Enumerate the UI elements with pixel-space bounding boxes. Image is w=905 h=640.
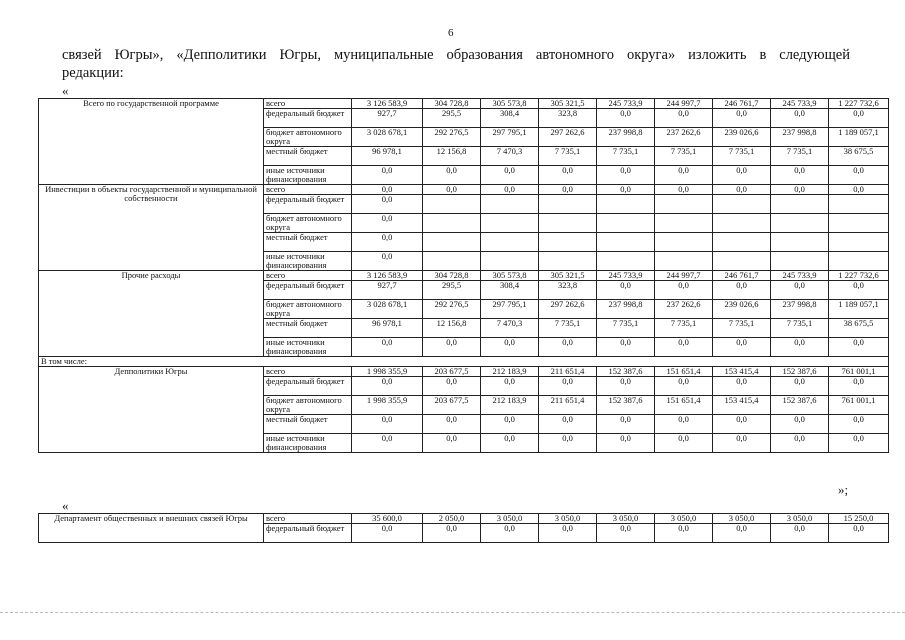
value-cell: 0,0 [655,434,713,453]
value-cell: 297 795,1 [481,300,539,319]
value-cell: 0,0 [655,166,713,185]
value-cell: 0,0 [713,434,771,453]
value-cell [771,233,829,252]
value-cell: 305 573,8 [481,99,539,109]
value-cell: 3 126 583,9 [352,99,423,109]
value-cell: 0,0 [829,185,889,195]
funding-source-cell: местный бюджет [264,147,352,166]
value-cell: 297 795,1 [481,128,539,147]
value-cell: 0,0 [713,524,771,543]
value-cell: 152 387,6 [597,396,655,415]
value-cell: 0,0 [655,524,713,543]
value-cell: 246 761,7 [713,99,771,109]
value-cell: 152 387,6 [771,367,829,377]
value-cell: 96 978,1 [352,319,423,338]
value-cell: 153 415,4 [713,396,771,415]
value-cell: 0,0 [597,281,655,300]
value-cell: 211 651,4 [539,396,597,415]
caption-row [39,357,889,367]
value-cell: 0,0 [771,434,829,453]
value-cell: 0,0 [713,109,771,128]
value-cell: 0,0 [829,338,889,357]
value-cell: 7 735,1 [713,147,771,166]
value-cell: 927,7 [352,281,423,300]
value-cell: 297 262,6 [539,128,597,147]
value-cell: 927,7 [352,109,423,128]
value-cell: 0,0 [771,185,829,195]
closing-quote: »; [838,482,849,497]
funding-source-cell: федеральный бюджет [264,109,352,128]
value-cell [423,252,481,271]
value-cell [597,195,655,214]
value-cell: 0,0 [539,166,597,185]
value-cell: 0,0 [539,185,597,195]
program-name-cell: Прочие расходы [39,271,264,357]
value-cell: 3 028 678,1 [352,128,423,147]
caption-cell: В том числе: [39,357,889,367]
value-cell [539,252,597,271]
value-cell: 151 651,4 [655,367,713,377]
value-cell: 12 156,8 [423,147,481,166]
value-cell: 244 997,7 [655,271,713,281]
value-cell [423,214,481,233]
value-cell: 0,0 [481,524,539,543]
value-cell: 0,0 [539,434,597,453]
funding-source-cell: всего [264,367,352,377]
funding-source-cell: федеральный бюджет [264,377,352,396]
value-cell: 0,0 [829,109,889,128]
value-cell: 3 028 678,1 [352,300,423,319]
value-cell: 0,0 [597,415,655,434]
value-cell: 0,0 [481,434,539,453]
value-cell: 0,0 [597,338,655,357]
value-cell: 295,5 [423,109,481,128]
value-cell: 761 001,1 [829,396,889,415]
funding-source-cell: федеральный бюджет [264,281,352,300]
value-cell: 0,0 [829,434,889,453]
value-cell: 7 735,1 [713,319,771,338]
budget-table [38,98,889,453]
value-cell [713,233,771,252]
funding-source-cell: всего [264,99,352,109]
value-cell: 0,0 [352,214,423,233]
value-cell: 0,0 [771,166,829,185]
value-cell [713,214,771,233]
value-cell: 0,0 [771,281,829,300]
value-cell: 0,0 [829,281,889,300]
value-cell: 3 050,0 [481,514,539,524]
value-cell: 292 276,5 [423,128,481,147]
value-cell: 0,0 [713,281,771,300]
value-cell: 0,0 [352,166,423,185]
funding-source-cell: федеральный бюджет [264,195,352,214]
value-cell: 212 183,9 [481,396,539,415]
value-cell: 0,0 [771,338,829,357]
value-cell: 7 735,1 [597,147,655,166]
funding-source-cell: всего [264,514,352,524]
value-cell: 0,0 [829,377,889,396]
value-cell: 203 677,5 [423,367,481,377]
funding-source-cell: федеральный бюджет [264,524,352,543]
funding-source-cell: бюджет автономного округа [264,214,352,233]
value-cell [771,214,829,233]
value-cell: 96 978,1 [352,147,423,166]
value-cell: 0,0 [481,415,539,434]
value-cell: 0,0 [597,166,655,185]
funding-source-cell: всего [264,185,352,195]
value-cell [481,214,539,233]
value-cell [713,195,771,214]
funding-source-cell: всего [264,271,352,281]
program-name-cell: Инвестиции в объекты государственной и муниципальной собственности [39,185,264,271]
table-row [39,514,889,524]
table-row [39,271,889,281]
funding-source-cell: местный бюджет [264,415,352,434]
value-cell: 237 998,8 [597,300,655,319]
program-name-cell: Депполитики Югры [39,367,264,453]
value-cell: 0,0 [423,415,481,434]
value-cell [829,252,889,271]
value-cell: 3 126 583,9 [352,271,423,281]
value-cell: 305 321,5 [539,99,597,109]
value-cell: 1 227 732,6 [829,99,889,109]
value-cell: 292 276,5 [423,300,481,319]
value-cell: 7 735,1 [539,319,597,338]
value-cell: 12 156,8 [423,319,481,338]
value-cell: 0,0 [352,252,423,271]
value-cell: 0,0 [771,524,829,543]
value-cell: 0,0 [352,233,423,252]
value-cell: 0,0 [655,185,713,195]
value-cell: 152 387,6 [597,367,655,377]
value-cell [539,195,597,214]
value-cell: 0,0 [655,338,713,357]
value-cell [655,233,713,252]
value-cell: 239 026,6 [713,300,771,319]
value-cell: 0,0 [352,524,423,543]
value-cell: 0,0 [481,377,539,396]
funding-source-cell: местный бюджет [264,319,352,338]
value-cell: 0,0 [829,415,889,434]
value-cell: 308,4 [481,109,539,128]
value-cell: 0,0 [539,524,597,543]
value-cell: 323,8 [539,109,597,128]
value-cell: 237 998,8 [771,300,829,319]
value-cell: 0,0 [352,185,423,195]
value-cell: 0,0 [352,377,423,396]
value-cell: 1 998 355,9 [352,367,423,377]
value-cell: 38 675,5 [829,319,889,338]
page-bottom-line [0,612,905,613]
value-cell [423,233,481,252]
value-cell: 0,0 [423,377,481,396]
value-cell: 0,0 [713,185,771,195]
value-cell: 15 250,0 [829,514,889,524]
value-cell: 1 227 732,6 [829,271,889,281]
value-cell: 0,0 [713,415,771,434]
value-cell: 0,0 [597,524,655,543]
value-cell: 38 675,5 [829,147,889,166]
value-cell: 203 677,5 [423,396,481,415]
value-cell: 0,0 [481,166,539,185]
funding-source-cell: иные источники финансирования [264,166,352,185]
value-cell: 0,0 [423,524,481,543]
value-cell: 0,0 [829,524,889,543]
value-cell: 0,0 [713,377,771,396]
value-cell: 305 321,5 [539,271,597,281]
value-cell: 1 189 057,1 [829,300,889,319]
funding-source-cell: иные источники финансирования [264,338,352,357]
value-cell: 0,0 [597,109,655,128]
value-cell: 7 470,3 [481,319,539,338]
value-cell: 0,0 [655,377,713,396]
budget-table-2 [38,513,889,543]
value-cell: 304 728,8 [423,271,481,281]
funding-source-cell: иные источники финансирования [264,252,352,271]
value-cell: 3 050,0 [539,514,597,524]
value-cell: 0,0 [597,434,655,453]
value-cell: 7 735,1 [771,147,829,166]
value-cell: 0,0 [771,109,829,128]
value-cell: 237 998,8 [597,128,655,147]
value-cell: 245 733,9 [771,271,829,281]
intro-text-continued: редакции: [62,65,124,81]
value-cell [829,214,889,233]
value-cell: 3 050,0 [713,514,771,524]
value-cell: 0,0 [597,185,655,195]
intro-text: связей Югры», «Депполитики Югры, муниципальные образования автономного округа» изложить в следующей [62,47,850,63]
value-cell: 7 470,3 [481,147,539,166]
value-cell: 0,0 [713,338,771,357]
funding-source-cell: бюджет автономного округа [264,396,352,415]
funding-source-cell: бюджет автономного округа [264,300,352,319]
value-cell: 245 733,9 [771,99,829,109]
value-cell: 245 733,9 [597,99,655,109]
value-cell: 0,0 [655,109,713,128]
value-cell [655,252,713,271]
value-cell: 212 183,9 [481,367,539,377]
value-cell: 0,0 [352,434,423,453]
value-cell: 304 728,8 [423,99,481,109]
table-row [39,185,889,195]
value-cell: 3 050,0 [597,514,655,524]
value-cell: 7 735,1 [771,319,829,338]
value-cell [481,233,539,252]
value-cell: 237 998,8 [771,128,829,147]
value-cell [771,252,829,271]
funding-source-cell: бюджет автономного округа [264,128,352,147]
value-cell: 7 735,1 [655,147,713,166]
table-row [39,99,889,109]
value-cell: 0,0 [713,166,771,185]
value-cell: 152 387,6 [771,396,829,415]
value-cell: 323,8 [539,281,597,300]
value-cell [771,195,829,214]
value-cell [655,214,713,233]
value-cell: 244 997,7 [655,99,713,109]
value-cell: 3 050,0 [771,514,829,524]
value-cell: 7 735,1 [597,319,655,338]
value-cell: 151 651,4 [655,396,713,415]
opening-quote-2: « [62,498,69,513]
value-cell: 245 733,9 [597,271,655,281]
program-name-cell: Департамент общественных и внешних связей Югры [39,514,264,543]
value-cell: 761 001,1 [829,367,889,377]
value-cell: 153 415,4 [713,367,771,377]
value-cell: 0,0 [597,377,655,396]
value-cell [423,195,481,214]
value-cell: 2 050,0 [423,514,481,524]
table-row [39,367,889,377]
value-cell [539,233,597,252]
value-cell: 0,0 [423,166,481,185]
value-cell: 297 262,6 [539,300,597,319]
value-cell: 1 998 355,9 [352,396,423,415]
value-cell: 0,0 [539,377,597,396]
opening-quote: « [62,83,69,98]
value-cell: 35 600,0 [352,514,423,524]
value-cell [481,195,539,214]
page-number: 6 [448,27,454,39]
value-cell: 239 026,6 [713,128,771,147]
value-cell: 1 189 057,1 [829,128,889,147]
funding-source-cell: иные источники финансирования [264,434,352,453]
value-cell: 0,0 [771,415,829,434]
value-cell: 0,0 [423,185,481,195]
value-cell: 0,0 [352,338,423,357]
value-cell: 237 262,6 [655,300,713,319]
value-cell: 0,0 [352,415,423,434]
value-cell [713,252,771,271]
value-cell [829,233,889,252]
value-cell: 0,0 [423,434,481,453]
value-cell: 7 735,1 [655,319,713,338]
value-cell [597,214,655,233]
funding-source-cell: местный бюджет [264,233,352,252]
value-cell: 0,0 [352,195,423,214]
value-cell: 308,4 [481,281,539,300]
value-cell [597,233,655,252]
value-cell: 0,0 [829,166,889,185]
value-cell [829,195,889,214]
value-cell: 295,5 [423,281,481,300]
value-cell: 3 050,0 [655,514,713,524]
value-cell [481,252,539,271]
value-cell: 0,0 [539,415,597,434]
value-cell: 0,0 [655,281,713,300]
value-cell [539,214,597,233]
value-cell: 0,0 [481,185,539,195]
value-cell: 211 651,4 [539,367,597,377]
value-cell: 0,0 [539,338,597,357]
value-cell: 0,0 [423,338,481,357]
value-cell: 237 262,6 [655,128,713,147]
program-name-cell: Всего по государственной программе [39,99,264,185]
value-cell: 0,0 [655,415,713,434]
value-cell [597,252,655,271]
value-cell: 246 761,7 [713,271,771,281]
value-cell: 305 573,8 [481,271,539,281]
value-cell [655,195,713,214]
value-cell: 0,0 [771,377,829,396]
value-cell: 0,0 [481,338,539,357]
value-cell: 7 735,1 [539,147,597,166]
